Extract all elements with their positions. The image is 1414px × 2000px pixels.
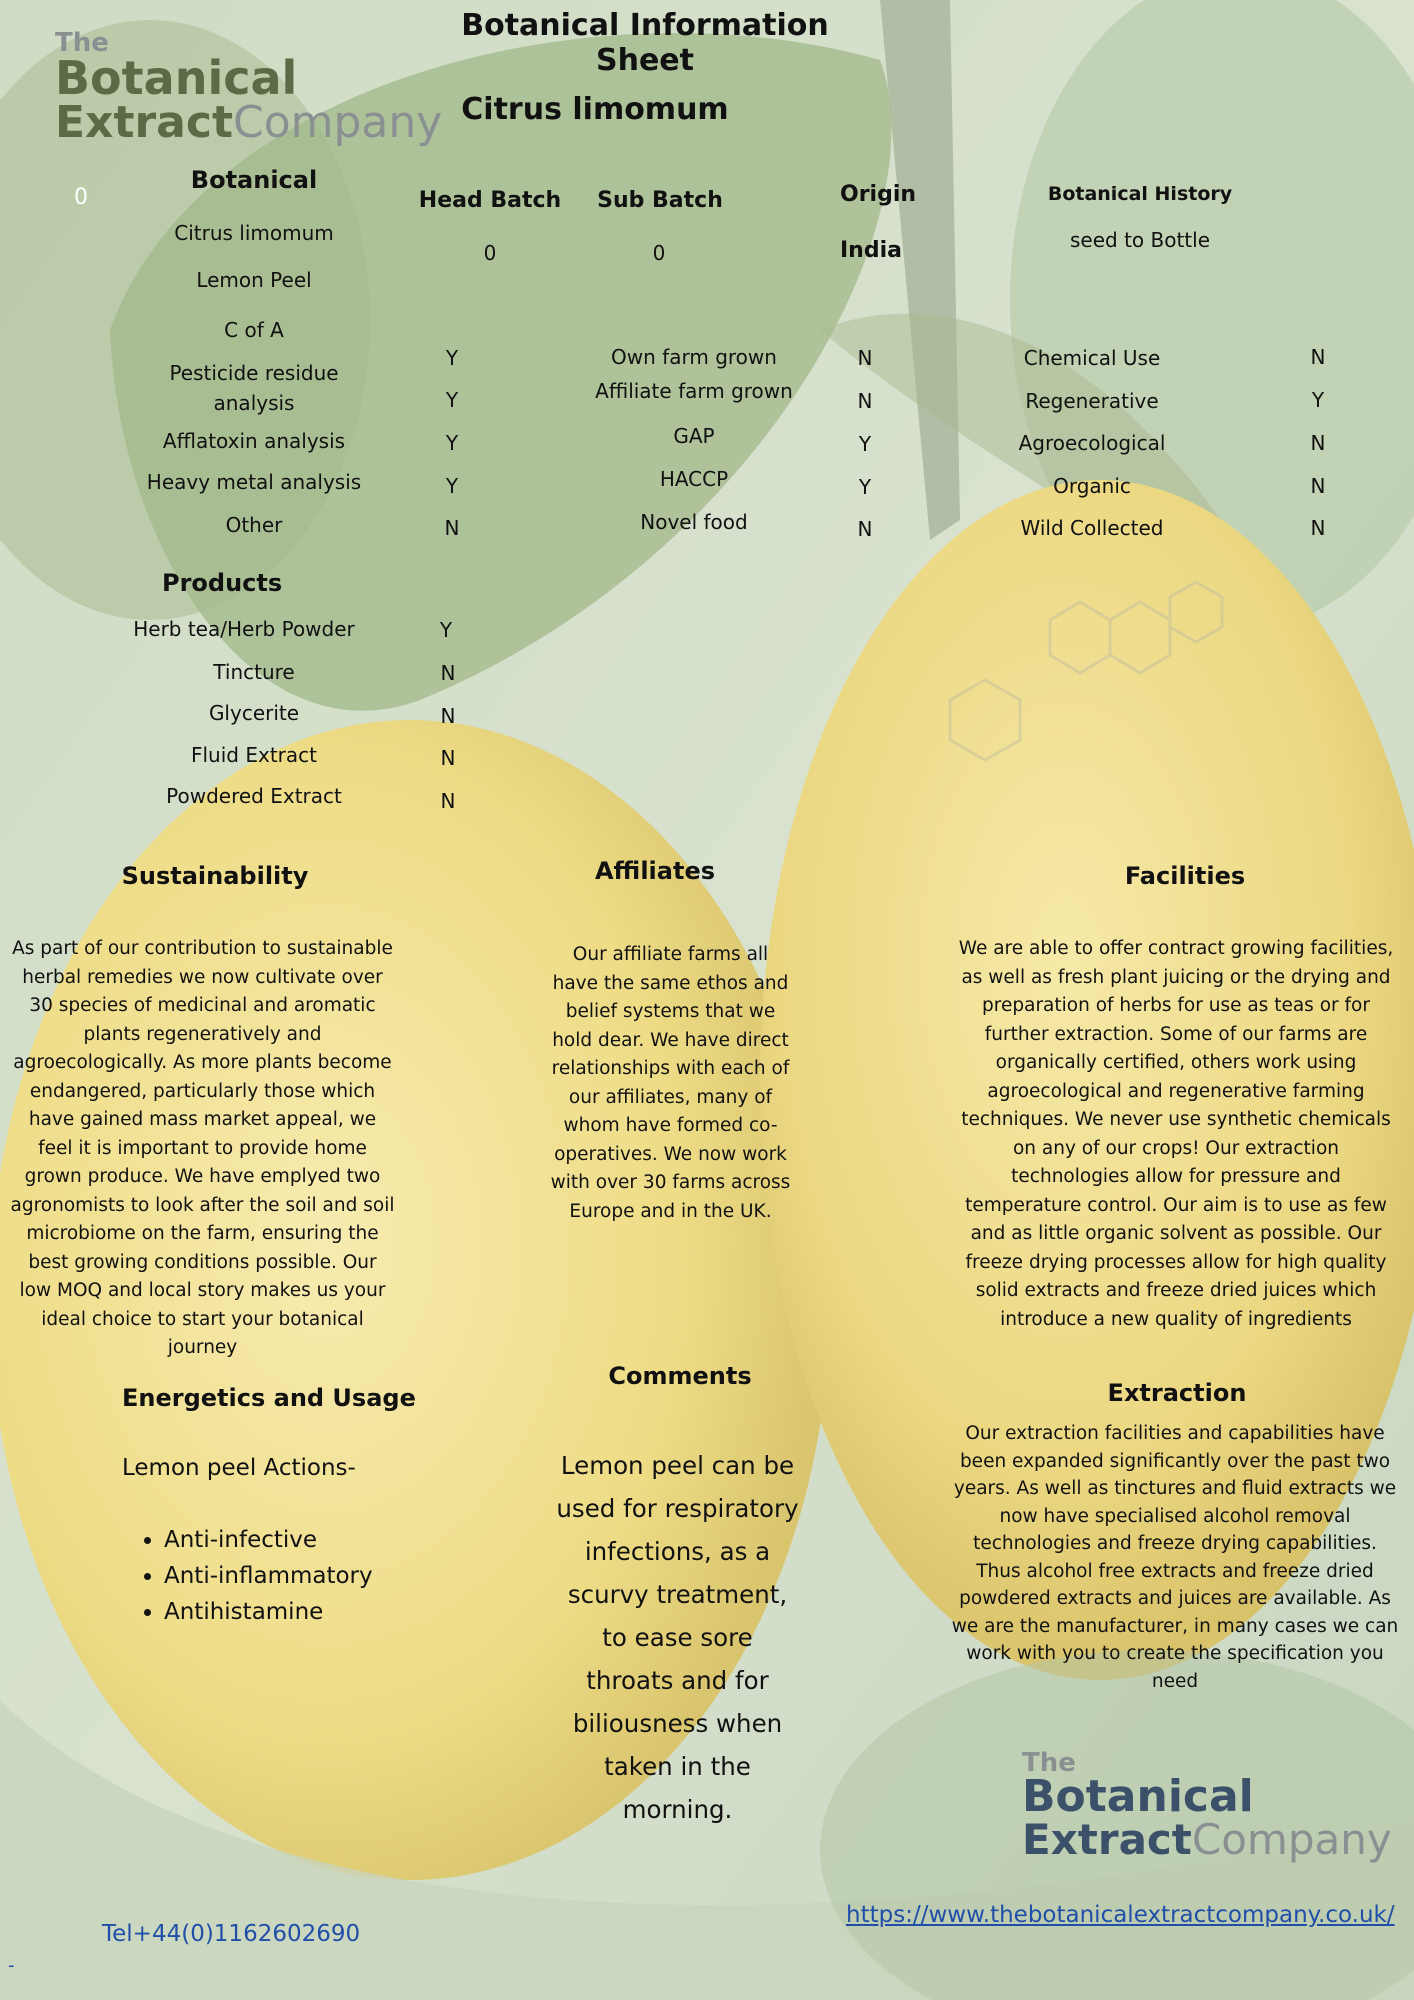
phone-number: Tel+44(0)1162602690 — [102, 1921, 361, 1947]
practice-value: N — [1310, 345, 1326, 369]
practice-label: Chemical Use — [1023, 346, 1161, 370]
product-label: Powdered Extract — [166, 784, 342, 808]
botanical-history-heading: Botanical History — [1047, 183, 1233, 205]
farm-label: HACCP — [659, 467, 729, 491]
botanical-name: Citrus limomum — [174, 221, 334, 245]
product-label: Herb tea/Herb Powder — [133, 617, 355, 641]
analysis-value-top: Y — [445, 346, 459, 370]
comments-heading: Comments — [608, 1362, 752, 1390]
analysis-label: Heavy metal analysis — [146, 470, 362, 494]
botanical-history-value: seed to Bottle — [1069, 228, 1211, 252]
farm-value: N — [857, 517, 873, 541]
practice-label: Regenerative — [1025, 389, 1159, 413]
affiliates-text: Our affiliate farms all have the same ethos and belief systems that we hold dear. We have direct relationships with each of our affiliates, many of whom have formed co-operatives. We now work with over 30 farms across Europe and in the UK. — [550, 944, 791, 1222]
practice-label: Wild Collected — [1020, 516, 1164, 540]
product-label: Fluid Extract — [191, 743, 317, 767]
product-value: N — [440, 704, 456, 728]
analysis-label: Other — [225, 513, 283, 537]
products-heading: Products — [162, 569, 283, 597]
practice-value: N — [1310, 516, 1326, 540]
botanical-part: Lemon Peel — [196, 268, 312, 292]
analysis-value: N — [444, 516, 460, 540]
farm-value: Y — [858, 432, 872, 456]
farm-label: Own farm grown — [611, 345, 777, 369]
product-value: Y — [439, 618, 453, 642]
energetics-intro: Lemon peel Actions- — [122, 1455, 356, 1481]
practice-label: Organic — [1053, 474, 1131, 498]
origin-value: India — [840, 238, 902, 263]
extraction-text: Our extraction facilities and capabilities have been expanded significantly over the past two years. As well as tinctures and fluid extracts we now have specialised alcohol removal technologies and freeze drying capabilities. Thus alcohol free extracts and freeze dried powdered extracts and juices are available. As we are the manufacturer, in many cases we can work with you to create the specification you need — [951, 1423, 1399, 1692]
origin-heading: Origin — [840, 182, 917, 207]
footer-dash: - — [8, 1955, 15, 1976]
practice-label: Agroecological — [1018, 431, 1166, 455]
farm-value: Y — [858, 475, 872, 499]
actions-list — [122, 1522, 373, 1630]
website-link[interactable]: https://www.thebotanicalextractcompany.co.uk/ — [846, 1902, 1395, 1928]
sustainability-heading: Sustainability — [121, 862, 309, 890]
page-title: Botanical Information Sheet — [461, 8, 829, 78]
sub-batch-heading: Sub Batch — [597, 188, 723, 213]
extraction-heading: Extraction — [1107, 1379, 1247, 1407]
analysis-label: Pesticide residue analysis — [169, 361, 339, 415]
company-logo-top: The Botanical ExtractCompany — [55, 28, 443, 148]
list-item: • Anti-inflammatory — [164, 1558, 373, 1594]
practice-value: N — [1310, 474, 1326, 498]
product-value: N — [440, 661, 456, 685]
list-item: • Antihistamine — [164, 1594, 373, 1630]
corner-value: 0 — [74, 185, 88, 210]
farm-label: Novel food — [640, 510, 748, 534]
product-value: N — [440, 789, 456, 813]
head-batch-heading: Head Batch — [418, 188, 562, 213]
farm-value: N — [857, 346, 873, 370]
head-batch-value: 0 — [483, 241, 497, 265]
comments-text: Lemon peel can be used for respiratory infections, as a scurvy treatment, to ease sore throats and for biliousness when taken in the morning. — [556, 1451, 799, 1824]
coa-label: C of A — [224, 318, 284, 342]
product-label: Glycerite — [208, 701, 300, 725]
sub-batch-value: 0 — [652, 241, 666, 265]
product-value: N — [440, 746, 456, 770]
botanical-heading: Botanical — [190, 166, 318, 194]
analysis-value: Y — [445, 388, 459, 412]
company-logo-bottom: The Botanical ExtractCompany — [1022, 1748, 1392, 1864]
farm-label: GAP — [673, 424, 715, 448]
energetics-heading: Energetics and Usage — [122, 1384, 416, 1412]
species-title: Citrus limomum — [461, 92, 729, 127]
analysis-value: Y — [445, 474, 459, 498]
facilities-heading: Facilities — [1124, 862, 1246, 890]
farm-value: N — [857, 389, 873, 413]
facilities-text: We are able to offer contract growing facilities, as well as fresh plant juicing or the drying and preparation of herbs for use as teas or for further extraction. Some of our farms are organically certified, others work using agroecological and regenerative farming techniques. We never use synthetic chemicals on any of our crops! Our extraction technologies allow for pressure and temperature control. Our aim is to use as few and as little organic solvent as possible. Our freeze drying processes allow for high quality solid extracts and freeze dried juices which introduce a new quality of ingredients — [958, 938, 1394, 1330]
practice-value: N — [1310, 431, 1326, 455]
list-item: • Anti-infective — [164, 1522, 373, 1558]
practice-value: Y — [1311, 388, 1325, 412]
analysis-label: Afflatoxin analysis — [162, 429, 346, 453]
analysis-value: Y — [445, 431, 459, 455]
product-label: Tincture — [213, 660, 295, 684]
affiliates-heading: Affiliates — [594, 857, 716, 885]
sustainability-text: As part of our contribution to sustainable herbal remedies we now cultivate over 30 species of medicinal and aromatic plants regeneratively and agroecologically. As more plants become endangered, particularly those which have gained mass market appeal, we feel it is important to provide home grown produce. We have emplyed two agronomists to look after the soil and soil microbiome on the farm, ensuring the best growing conditions possible. Our low MOQ and local story makes us your ideal choice to start your botanical journey — [10, 938, 395, 1358]
farm-label: Affiliate farm grown — [595, 379, 793, 403]
